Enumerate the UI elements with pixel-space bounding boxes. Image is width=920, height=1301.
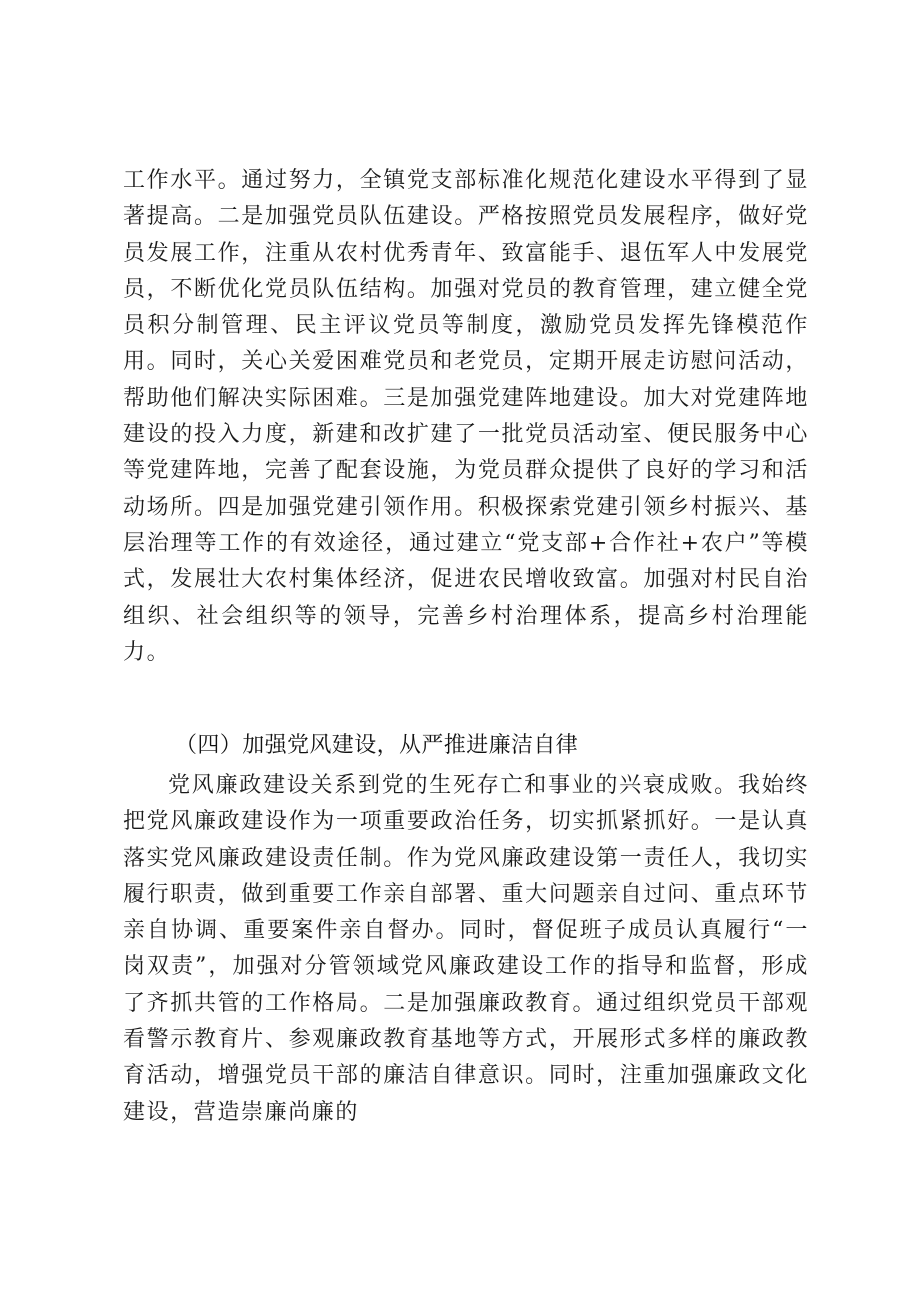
- body-paragraph-section-four: 党风廉政建设关系到党的生死存亡和事业的兴衰成败。我始终把党风廉政建设作为一项重要政治任务，切实抓紧抓好。一是认真落实党风廉政建设责任制。作为党风廉政建设第一责任人，我切实履行职责，做到重要工作亲自部署、重大问题亲自过问、重点环节亲自协调、重要案件亲自督办。同时，督促班子成员认真履行“一岗双责”，加强对分管领域党风廉政建设工作的指导和监督，形成了齐抓共管的工作格局。二是加强廉政教育。通过组织党员干部观看警示教育片、参观廉政教育基地等方式，开展形式多样的廉政教育活动，增强党员干部的廉洁自律意识。同时，注重加强廉政文化建设，营造崇廉尚廉的: [123, 773, 809, 1125]
- section-heading: （四）加强党风建设，从严推进廉洁自律: [175, 733, 579, 758]
- body-paragraph-continued: 工作水平。通过努力，全镇党支部标准化规范化建设水平得到了显著提高。二是加强党员队伍建设。严格按照党员发展程序，做好党员发展工作，注重从农村优秀青年、致富能手、退伍军人中发展党员，不断优化党员队伍结构。加强对党员的教育管理，建立健全党员积分制管理、民主评议党员等制度，激励党员发挥先锋模范作用。同时，关心关爱困难党员和老党员，定期开展走访慰问活动，帮助他们解决实际困难。三是加强党建阵地建设。加大对党建阵地建设的投入力度，新建和改扩建了一批党员活动室、便民服务中心等党建阵地，完善了配套设施，为党员群众提供了良好的学习和活动场所。四是加强党建引领作用。积极探索党建引领乡村振兴、基层治理等工作的有效途径，通过建立“党支部+合作社+农户”等模式，发展壮大农村集体经济，促进农民增收致富。加强对村民自治组织、社会组织等的领导，完善乡村治理体系，提高乡村治理能力。: [123, 168, 809, 665]
